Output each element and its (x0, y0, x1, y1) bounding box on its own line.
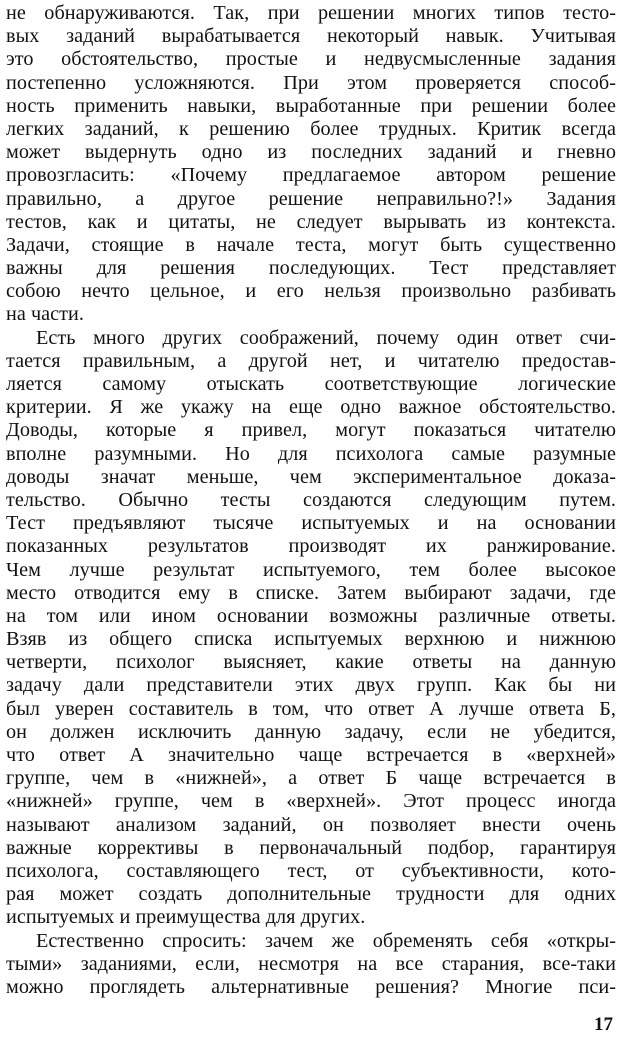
text-line: вполне разумными. Но для психолога самые разумные (6, 442, 616, 465)
text-line: не обнаруживаются. Так, при решении многих типов тесто- (6, 2, 616, 24)
text-line: психолога, составляющего тест, от субъективности, кото- (6, 859, 616, 882)
text-line: ляется самому отыскать соответствующие логические (6, 373, 616, 395)
text-line: группе, чем в «нижней», а ответ Б чаще встречается в (6, 767, 616, 790)
text-line: четверти, психолог выясняет, какие ответы на данную (6, 651, 616, 674)
text-line: можно проглядеть альтернативные решения? Многие пси- (6, 975, 616, 998)
text-line: Взяв из общего списка испытуемых верхнюю и нижнюю (6, 628, 616, 651)
text-line: легких заданий, к решению более трудных. Критик всегда (6, 117, 616, 140)
text-line: тыми» заданиями, если, несмотря на все старания, все-таки (6, 952, 616, 975)
text-line: собою нечто цельное, и его нельзя произвольно разбивать (6, 280, 616, 303)
text-line: задачу дали представители этих двух групп. Как бы ни (6, 674, 616, 697)
text-line: «нижней» группе, чем в «верхней». Этот процесс иногда (6, 790, 616, 813)
text-line: критерии. Я же укажу на еще одно важное обстоятельство. (6, 396, 616, 419)
text-line: ность применить навыки, выработанные при решении более (6, 94, 616, 117)
text-line: Доводы, которые я привел, могут показаться читателю (6, 419, 616, 442)
paragraph-end-line: на части. (6, 303, 85, 326)
text-line: постепенно усложняются. При этом проверяется способ- (6, 71, 616, 94)
text-line: был уверен составитель в том, что ответ А лучше ответа Б, (6, 697, 616, 720)
text-line: тельство. Обычно тесты создаются следующим путем. (6, 488, 616, 511)
text-line: называют анализом заданий, он позволяет внести очень (6, 813, 616, 836)
text-line: он должен исключить данную задачу, если не убедится, (6, 720, 616, 743)
paragraph-start-line: Естественно спросить: зачем же обременять себя «откры- (36, 929, 616, 952)
text-line: провозгласить: «Почему предлагаемое автором решение (6, 164, 616, 187)
text-line: тестов, как и цитаты, не следует вырывать из контекста. (6, 210, 616, 233)
text-line: Задачи, стоящие в начале теста, могут быть существенно (6, 233, 616, 256)
paragraph-start-line: Есть много других соображений, почему один ответ счи- (36, 326, 616, 349)
text-line: важные коррективы в первоначальный подбор, гарантируя (6, 836, 616, 859)
text-line: правильно, а другое решение неправильно?!» Задания (6, 187, 616, 210)
text-line: Чем лучше результат испытуемого, тем более высокое (6, 558, 616, 581)
page-number: 17 (594, 1014, 613, 1035)
text-line: Тест предъявляют тысяче испытуемых и на основании (6, 512, 616, 535)
text-line: что ответ А значительно чаще встречается в «верхней» (6, 744, 616, 766)
text-line: важны для решения последующих. Тест представляет (6, 257, 616, 280)
text-line: рая может создать дополнительные трудности для одних (6, 883, 616, 906)
text-line: это обстоятельство, простые и недвусмысленные задания (6, 48, 616, 71)
text-line: доводы значат меньше, чем экспериментальное доказа- (6, 465, 616, 488)
text-line: на том или ином основании возможны различные ответы. (6, 604, 616, 627)
text-line: может выдернуть одно из последних заданий и гневно (6, 141, 616, 164)
text-line: вых заданий вырабатывается некоторый навык. Учитывая (6, 25, 616, 48)
text-line: место отводится ему в списке. Затем выбирают задачи, где (6, 581, 616, 604)
body-text (6, 2, 616, 999)
text-line: показанных результатов производят их ранжирование. (6, 535, 616, 558)
text-line: тается правильным, а другой нет, и читателю предостав- (6, 349, 616, 372)
paragraph-end-line: испытуемых и преимущества для других. (6, 906, 366, 929)
